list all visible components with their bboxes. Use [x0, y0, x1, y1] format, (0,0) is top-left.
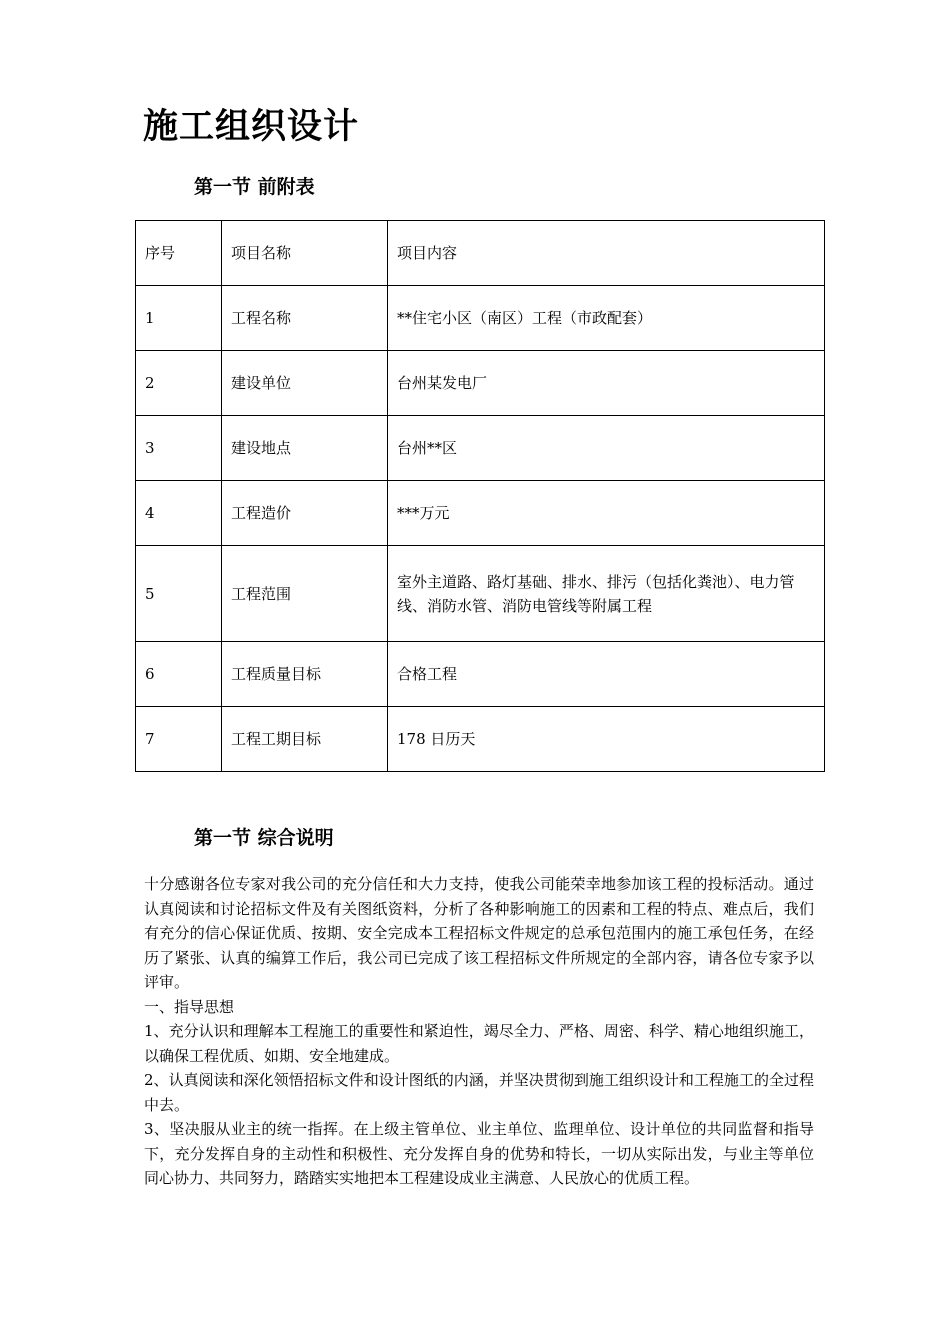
- table-row: [136, 416, 825, 481]
- table-cell-index: 6: [136, 642, 222, 707]
- table-cell-item: 工程名称: [222, 286, 388, 351]
- document-title: 施工组织设计: [143, 107, 360, 147]
- project-info-table: [135, 220, 825, 772]
- principle-item: 1、充分认识和理解本工程施工的重要性和紧迫性，竭尽全力、严格、周密、科学、精心地组织施工，以确保工程优质、如期、安全地建成。: [144, 1022, 814, 1065]
- table-header-cell: 序号: [136, 221, 222, 286]
- table-row: [136, 642, 825, 707]
- table-row: [136, 481, 825, 546]
- table-cell-item: 工程质量目标: [222, 642, 388, 707]
- table-row: [136, 351, 825, 416]
- table-cell-content: 合格工程: [388, 642, 825, 707]
- table-cell-index: 1: [136, 286, 222, 351]
- section-title-general-description: 第一节 综合说明: [194, 827, 334, 849]
- table-cell-content: 室外主道路、路灯基础、排水、排污（包括化粪池）、电力管线、消防水管、消防电管线等附属工程: [388, 546, 825, 642]
- subheading-guiding-principles: 一、指导思想: [144, 997, 235, 1016]
- table-cell-item: 工程工期目标: [222, 707, 388, 772]
- general-description-body: [144, 872, 814, 1191]
- table-cell-item: 建设单位: [222, 351, 388, 416]
- table-cell-index: 2: [136, 351, 222, 416]
- table-cell-content: 178 日历天: [388, 707, 825, 772]
- table-cell-content: ***万元: [388, 481, 825, 546]
- table-cell-index: 4: [136, 481, 222, 546]
- table-cell-item: 工程范围: [222, 546, 388, 642]
- table-header-cell: 项目内容: [388, 221, 825, 286]
- intro-paragraph: 十分感谢各位专家对我公司的充分信任和大力支持，使我公司能荣幸地参加该工程的投标活动。通过认真阅读和讨论招标文件及有关图纸资料，分析了各种影响施工的因素和工程的特点、难点后，我们有充分的信心保证优质、按期、安全完成本工程招标文件规定的总承包范围内的施工承包任务，在经历了紧张、认真的编算工作后，我公司已完成了该工程招标文件所规定的全部内容，请各位专家予以评审。: [144, 875, 814, 991]
- table-cell-index: 5: [136, 546, 222, 642]
- table-cell-index: 7: [136, 707, 222, 772]
- table-cell-index: 3: [136, 416, 222, 481]
- table-cell-item: 建设地点: [222, 416, 388, 481]
- principle-item: 3、坚决服从业主的统一指挥。在上级主管单位、业主单位、监理单位、设计单位的共同监督和指导下，充分发挥自身的主动性和积极性、充分发挥自身的优势和特长，一切从实际出发，与业主等单位同心协力、共同努力，踏踏实实地把本工程建设成业主满意、人民放心的优质工程。: [144, 1120, 814, 1187]
- table-row: [136, 707, 825, 772]
- table-cell-content: 台州**区: [388, 416, 825, 481]
- table-header-row: [136, 221, 825, 286]
- table-cell-content: **住宅小区（南区）工程（市政配套）: [388, 286, 825, 351]
- table-cell-content: 台州某发电厂: [388, 351, 825, 416]
- principle-item: 2、认真阅读和深化领悟招标文件和设计图纸的内涵，并坚决贯彻到施工组织设计和工程施工的全过程中去。: [144, 1071, 814, 1114]
- table-row: [136, 286, 825, 351]
- table-cell-item: 工程造价: [222, 481, 388, 546]
- table-header-cell: 项目名称: [222, 221, 388, 286]
- table-row: [136, 546, 825, 642]
- section-title-attachment-table: 第一节 前附表: [194, 176, 315, 198]
